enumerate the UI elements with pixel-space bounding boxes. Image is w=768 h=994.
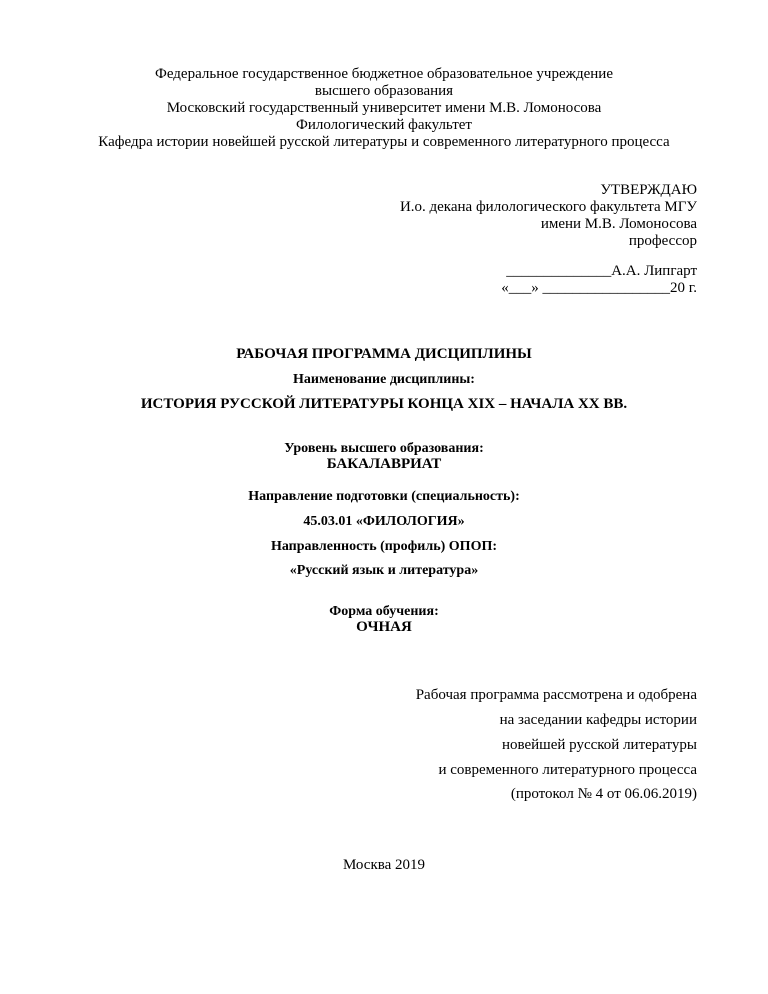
header-line-institution-type: Федеральное государственное бюджетное образовательное учреждение — [154, 66, 613, 82]
footer-city-year: Москва 2019 — [342, 857, 426, 873]
approval-heading: УТВЕРЖДАЮ — [600, 182, 697, 198]
discipline-name: ИСТОРИЯ РУССКОЙ ЛИТЕРАТУРЫ КОНЦА XIX – НАЧАЛА XX ВВ. — [140, 396, 628, 412]
discipline-label: Наименование дисциплины: — [293, 372, 475, 387]
approval-university-line: имени М.В. Ломоносова — [540, 216, 697, 232]
review-note-line-3: новейшей русской литературы — [501, 737, 697, 753]
profile-value: «Русский язык и литература» — [289, 563, 479, 578]
review-note-line-1: Рабочая программа рассмотрена и одобрена — [415, 687, 697, 703]
approval-title-line: профессор — [628, 233, 697, 249]
approval-signature-line: ______________А.А. Липгарт — [506, 263, 697, 279]
program-title: РАБОЧАЯ ПРОГРАММА ДИСЦИПЛИНЫ — [236, 346, 532, 362]
profile-label: Направленность (профиль) ОПОП: — [270, 539, 498, 554]
form-label: Форма обучения: — [329, 604, 439, 619]
level-label: Уровень высшего образования: — [284, 441, 484, 456]
header-line-department: Кафедра истории новейшей русской литературы и современного литературного процесса — [98, 134, 670, 150]
approval-date-line: «___» _________________20 г. — [501, 280, 697, 296]
level-value: БАКАЛАВРИАТ — [326, 456, 442, 472]
review-note-protocol: (протокол № 4 от 06.06.2019) — [510, 786, 697, 802]
header-line-university: Московский государственный университет имени М.В. Ломоносова — [166, 100, 602, 116]
review-note-line-4: и современного литературного процесса — [438, 762, 697, 778]
direction-label: Направление подготовки (специальность): — [248, 489, 520, 504]
approval-position-line: И.о. декана филологического факультета МГУ — [399, 199, 697, 215]
direction-value: 45.03.01 «ФИЛОЛОГИЯ» — [303, 514, 465, 529]
form-value: ОЧНАЯ — [356, 619, 412, 635]
header-line-faculty: Филологический факультет — [296, 117, 472, 133]
review-note-line-2: на заседании кафедры истории — [499, 712, 697, 728]
header-line-education-level: высшего образования — [314, 83, 454, 99]
